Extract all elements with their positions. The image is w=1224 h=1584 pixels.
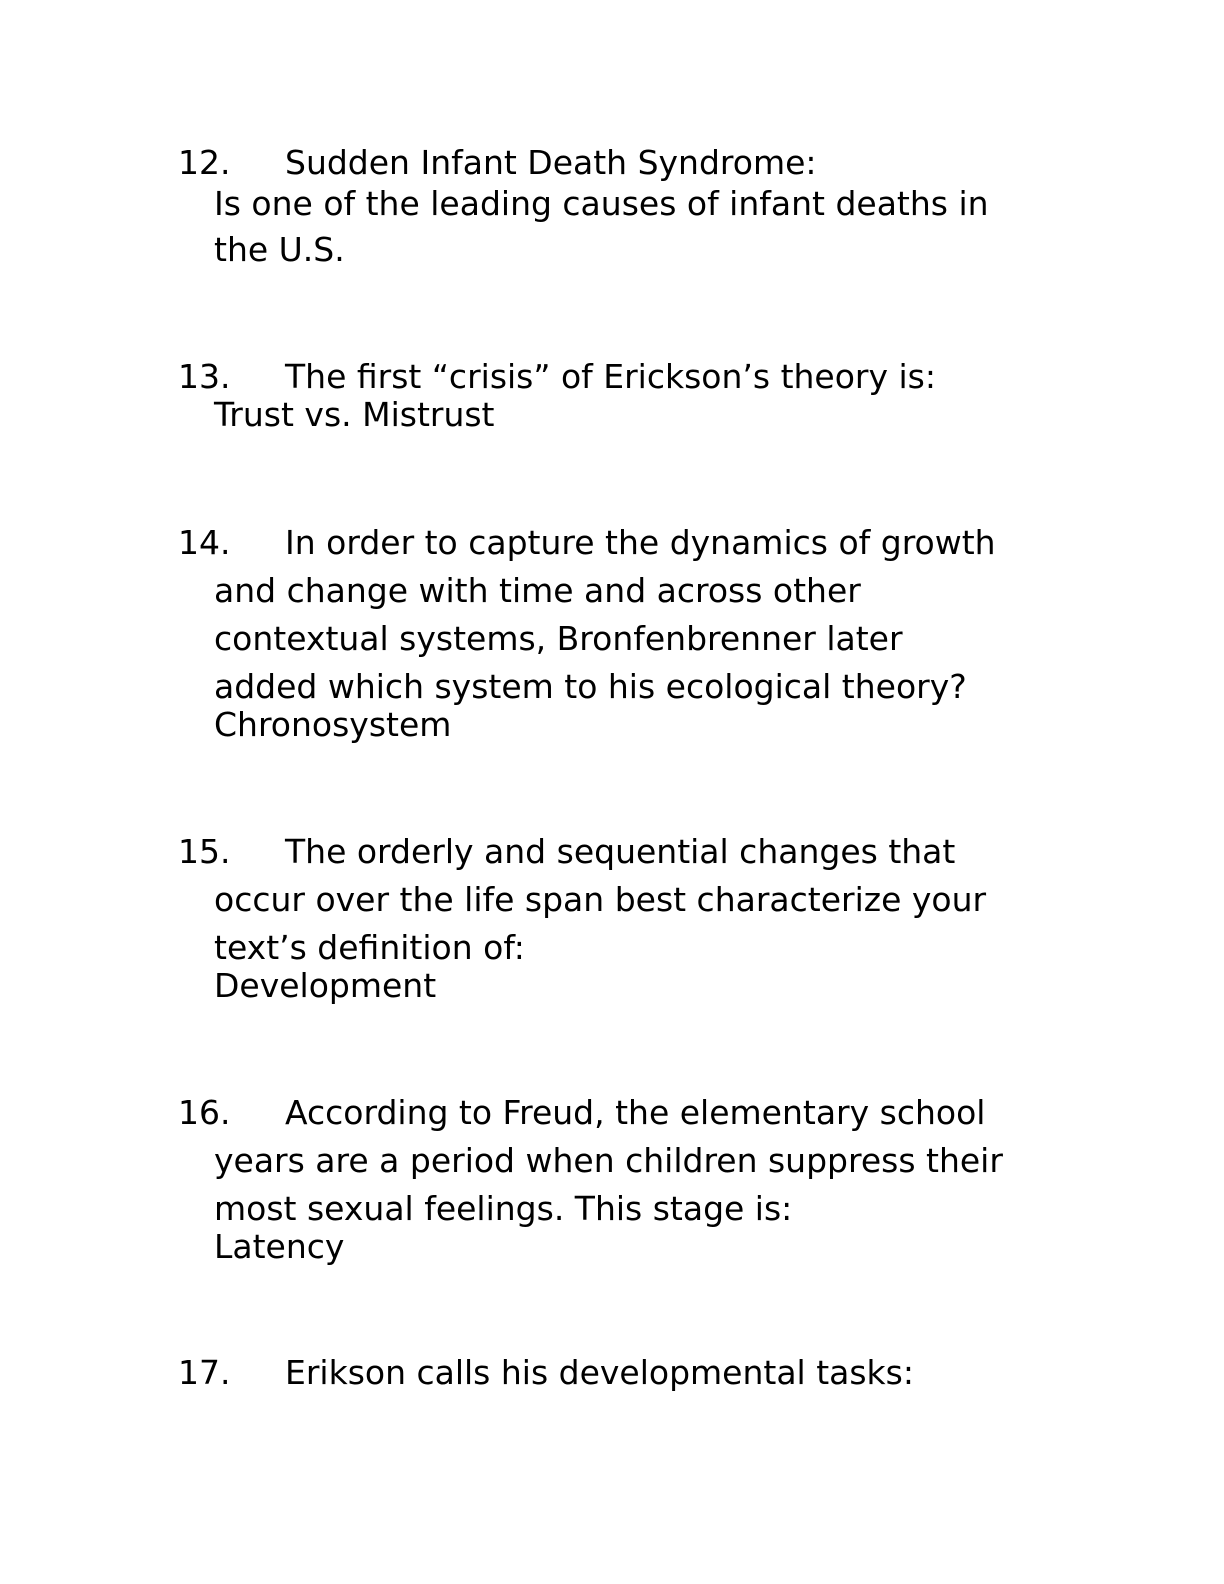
question-number: 13.	[178, 357, 231, 396]
question-17	[178, 1349, 1078, 1397]
question-text: years are a period when children suppress their	[214, 1141, 1003, 1180]
question-text: Erikson calls his developmental tasks:	[285, 1353, 914, 1392]
answer-line: Is one of the leading causes of infant deaths in	[214, 184, 989, 223]
question-number: 17.	[178, 1353, 231, 1392]
question-13	[178, 353, 1078, 435]
answer-line: the U.S.	[214, 230, 345, 269]
answer-line: Trust vs. Mistrust	[214, 395, 495, 434]
answer-line: Latency	[214, 1227, 345, 1266]
question-text: According to Freud, the elementary school	[285, 1093, 986, 1132]
question-text: The first “crisis” of Erickson’s theory is:	[285, 357, 936, 396]
question-text: In order to capture the dynamics of growth	[285, 523, 996, 562]
question-text: added which system to his ecological theory?	[214, 667, 967, 706]
question-14	[178, 519, 1078, 745]
question-text: Sudden Infant Death Syndrome:	[285, 143, 817, 182]
question-text: contextual systems, Bronfenbrenner later	[214, 619, 903, 658]
question-16	[178, 1089, 1078, 1267]
question-number: 14.	[178, 523, 231, 562]
question-number: 15.	[178, 832, 231, 871]
question-15	[178, 828, 1078, 1006]
question-number: 12.	[178, 143, 231, 182]
question-text: most sexual feelings. This stage is:	[214, 1189, 793, 1228]
question-12	[178, 139, 1078, 273]
question-text: text’s definition of:	[214, 928, 525, 967]
question-text: The orderly and sequential changes that	[285, 832, 956, 871]
answer-line: Chronosystem	[214, 705, 452, 744]
question-text: and change with time and across other	[214, 571, 861, 610]
answer-line: Development	[214, 966, 437, 1005]
question-text: occur over the life span best characterize your	[214, 880, 987, 919]
question-number: 16.	[178, 1093, 231, 1132]
